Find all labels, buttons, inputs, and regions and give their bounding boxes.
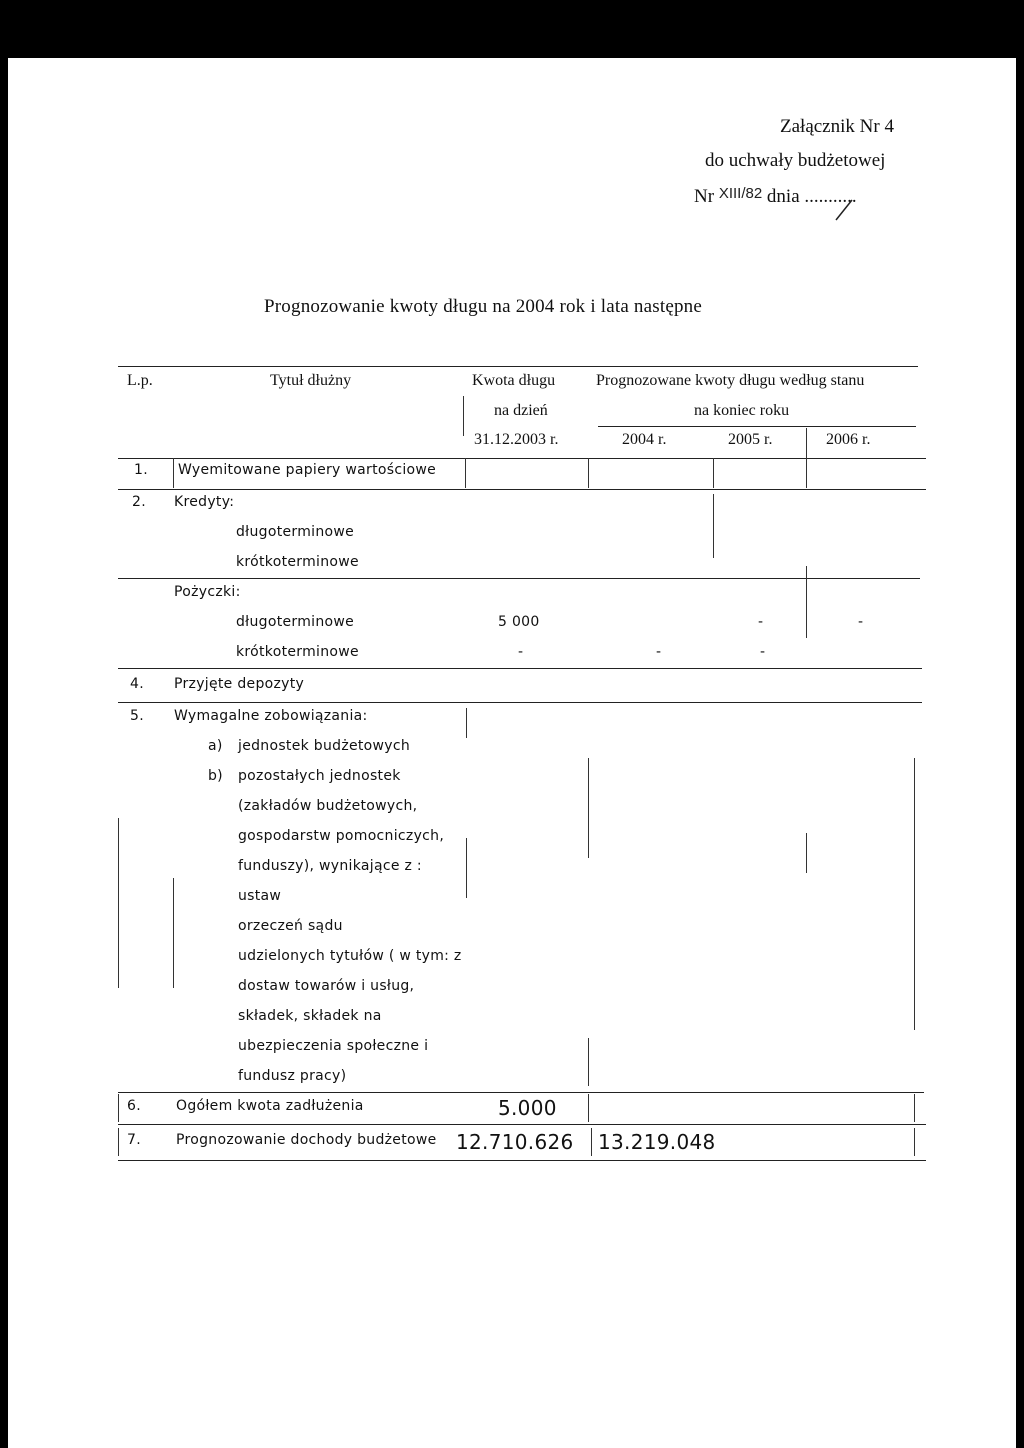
row7-label: Prognozowanie dochody budżetowe (176, 1132, 437, 1148)
right-border-r5 (914, 758, 915, 1030)
col-kwota-divider-r1 (465, 458, 466, 488)
row7-number: 7. (127, 1132, 141, 1148)
row7-2004: 13.219.048 (598, 1130, 716, 1154)
handwritten-nr: XIII/82 (718, 185, 763, 202)
col-2005-divider-r1 (713, 458, 714, 488)
row1-label: Wyemitowane papiery wartościowe (178, 462, 437, 478)
row3-label: Pożyczki: (174, 584, 241, 600)
header-tytul: Tytuł dłużny (270, 372, 352, 389)
header-kwota-line2: na dzień (494, 402, 548, 419)
col-2006-divider-r5 (806, 833, 807, 873)
row4-bottom-rule (118, 702, 922, 703)
row3-longterm-2006: - (858, 614, 864, 630)
row3-shortterm-2005: - (760, 644, 766, 660)
row3-shortterm-2004: - (656, 644, 662, 660)
header-kwota-line3: 31.12.2003 r. (474, 431, 559, 448)
row5a-label: jednostek budżetowych (238, 738, 411, 754)
row4-number: 4. (130, 676, 144, 692)
row5-bottom-rule (118, 1092, 924, 1093)
row5-ubezpieczenia: ubezpieczenia społeczne i (238, 1038, 429, 1054)
row6-kwota: 5.000 (498, 1096, 557, 1120)
col-kwota-divider-header (463, 396, 464, 436)
left-border-r6 (118, 1094, 119, 1122)
row5b-line2: (zakładów budżetowych, (238, 798, 418, 814)
col-2006-divider-r3 (806, 566, 807, 638)
header-year-2005: 2005 r. (728, 431, 773, 448)
handwritten-slash-mark (830, 198, 860, 222)
annex-number: Załącznik Nr 4 (780, 116, 894, 137)
col-2004-divider-r1 (588, 458, 589, 488)
col-kwota-divider-r5 (466, 708, 467, 738)
table-top-rule (118, 366, 918, 367)
header-prognoza-line1: Prognozowane kwoty długu według stanu (596, 372, 865, 389)
row7-bottom-rule (118, 1160, 926, 1161)
header-year-2004: 2004 r. (622, 431, 667, 448)
col-2004-divider-r6 (588, 1094, 589, 1122)
row1-number: 1. (134, 462, 148, 478)
row5-number: 5. (130, 708, 144, 724)
row5-orzeczen: orzeczeń sądu (238, 918, 343, 934)
col-2006-divider-header (806, 428, 807, 458)
row3-longterm: długoterminowe (236, 614, 355, 630)
header-year-2006: 2006 r. (826, 431, 871, 448)
row5-ustaw: ustaw (238, 888, 282, 904)
col-2004-divider-r5 (588, 758, 589, 858)
header-prognoza-line2: na koniec roku (694, 402, 790, 419)
col-2004-divider-r5-low (588, 1038, 589, 1086)
row2-number: 2. (132, 494, 146, 510)
annex-resolution: do uchwały budżetowej (705, 150, 886, 171)
years-rule (598, 426, 916, 427)
row5-dostaw: dostaw towarów i usług, (238, 978, 415, 994)
left-border-r7 (118, 1128, 119, 1156)
row3-shortterm: krótkoterminowe (236, 644, 359, 660)
row2-label: Kredyty: (174, 494, 235, 510)
row3-longterm-2005: - (758, 614, 764, 630)
document-title: Prognozowanie kwoty długu na 2004 rok i lata następne (264, 296, 703, 317)
col-title-divider-r1 (173, 458, 174, 488)
row6-label: Ogółem kwota zadłużenia (176, 1098, 364, 1114)
col-kwota-divider-r5b (466, 838, 467, 898)
right-border-r6 (914, 1094, 915, 1122)
header-lp: L.p. (127, 372, 153, 389)
row5a-marker: a) (208, 738, 223, 754)
left-border-r5 (118, 818, 119, 988)
row7-kwota: 12.710.626 (456, 1130, 574, 1154)
row5b-line4: funduszy), wynikające z : (238, 858, 422, 874)
header-bottom-rule (118, 458, 926, 459)
dnia-label: dnia (766, 186, 800, 207)
row3-longterm-kwota: 5 000 (498, 614, 540, 630)
row4-label: Przyjęte depozyty (174, 676, 305, 692)
row5-skladek: składek, składek na (238, 1008, 382, 1024)
right-border-r7 (914, 1128, 915, 1156)
nr-prefix: Nr (694, 186, 715, 207)
document-sheet (8, 58, 1016, 1448)
row3-shortterm-kwota: - (518, 644, 524, 660)
row5-udzielonych: udzielonych tytułów ( w tym: z (238, 948, 462, 964)
row6-bottom-rule (118, 1124, 926, 1125)
row5b-line3: gospodarstw pomocniczych, (238, 828, 445, 844)
header-kwota-line1: Kwota długu (472, 372, 556, 389)
row3-bottom-rule (118, 668, 922, 669)
row2-longterm: długoterminowe (236, 524, 355, 540)
row5-fundusz: fundusz pracy) (238, 1068, 347, 1084)
row5-label: Wymagalne zobowiązania: (174, 708, 368, 724)
row1-bottom-rule (118, 489, 926, 490)
col-2004-divider-r7 (591, 1128, 592, 1156)
row5b-marker: b) (208, 768, 223, 784)
row2-shortterm: krótkoterminowe (236, 554, 359, 570)
row2-bottom-rule (118, 578, 920, 579)
col-title-divider-r5 (173, 878, 174, 988)
row5b-line1: pozostałych jednostek (238, 768, 401, 784)
col-2005-divider-r2 (713, 494, 714, 558)
row6-number: 6. (127, 1098, 141, 1114)
dnia-dots: ........... (804, 186, 857, 207)
col-2006-divider-r1 (806, 458, 807, 488)
